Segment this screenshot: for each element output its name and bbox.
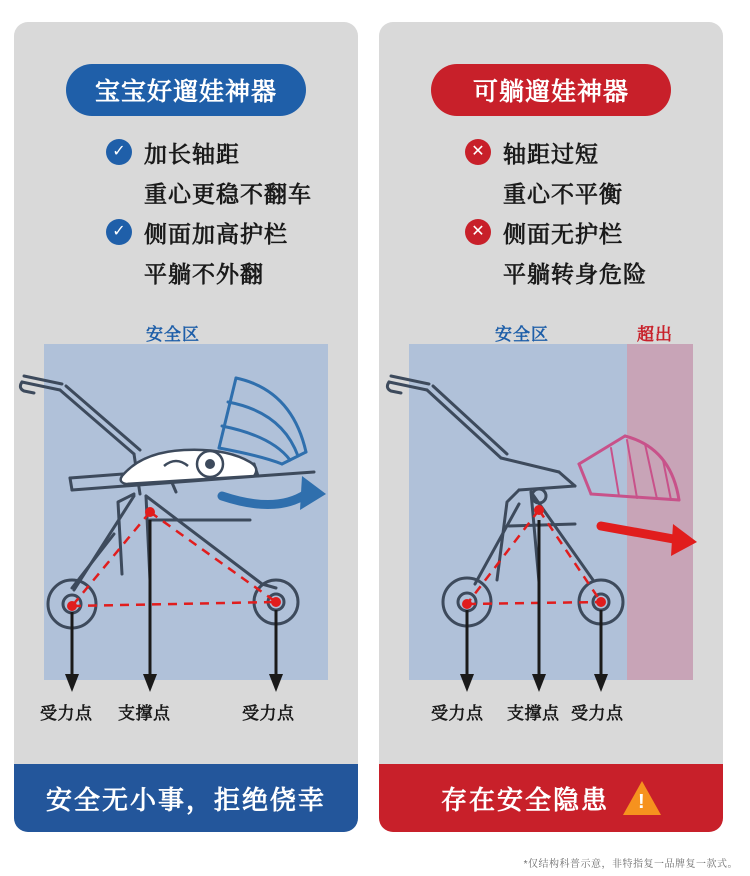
list-item-sublabel: 重心不平衡 (503, 180, 623, 207)
check-icon: ✓ (106, 139, 132, 165)
support-point-label: 支撑点 (118, 704, 171, 723)
force-point-label: 受力点 (242, 704, 295, 723)
safe-zone-label: 安全区 (146, 325, 200, 344)
over-zone-label: 超出 (637, 325, 673, 344)
warning-triangle-icon: ! (623, 781, 661, 815)
force-point-label: 受力点 (40, 704, 93, 723)
right-illustration (379, 344, 723, 744)
left-comparison-panel (14, 22, 358, 832)
right-comparison-panel (379, 22, 723, 832)
cross-icon: ✕ (465, 219, 491, 245)
list-item-label: 轴距过短 (503, 140, 599, 167)
list-item-label: 加长轴距 (144, 140, 240, 167)
left-panel-title-text: 宝宝好遛娃神器 (94, 78, 277, 106)
check-icon: ✓ (106, 219, 132, 245)
safe-zone-label: 安全区 (495, 325, 549, 344)
right-panel-title-text: 可躺遛娃神器 (472, 78, 629, 106)
list-item-sublabel: 重心更稳不翻车 (144, 180, 312, 207)
list-item (465, 212, 723, 252)
right-panel-title (431, 64, 671, 116)
left-bullet-list (14, 132, 358, 292)
list-item (106, 132, 358, 172)
list-item-label: 侧面加高护栏 (144, 220, 288, 247)
support-point-label: 支撑点 (507, 704, 560, 723)
left-banner (14, 764, 358, 832)
force-point-label: 受力点 (571, 704, 624, 723)
left-panel-title (66, 64, 306, 116)
cross-icon: ✕ (465, 139, 491, 165)
left-banner-text: 安全无小事，拒绝侥幸 (45, 784, 326, 815)
stroller-diagram-short-wheelbase (379, 344, 723, 744)
right-banner-text: 存在安全隐患 (440, 784, 609, 815)
force-point-label: 受力点 (431, 704, 484, 723)
right-bullet-list (379, 132, 723, 292)
list-item-label: 侧面无护栏 (503, 220, 623, 247)
list-item (106, 212, 358, 252)
list-item-sublabel: 平躺不外翻 (144, 260, 264, 287)
left-illustration (14, 344, 358, 744)
stroller-diagram-long-wheelbase (14, 344, 358, 744)
footnote: *仅结构科普示意，非特指复一品牌复一款式。 (523, 859, 738, 870)
right-banner (379, 764, 723, 832)
list-item (465, 132, 723, 172)
list-item-sublabel: 平躺转身危险 (503, 260, 647, 287)
